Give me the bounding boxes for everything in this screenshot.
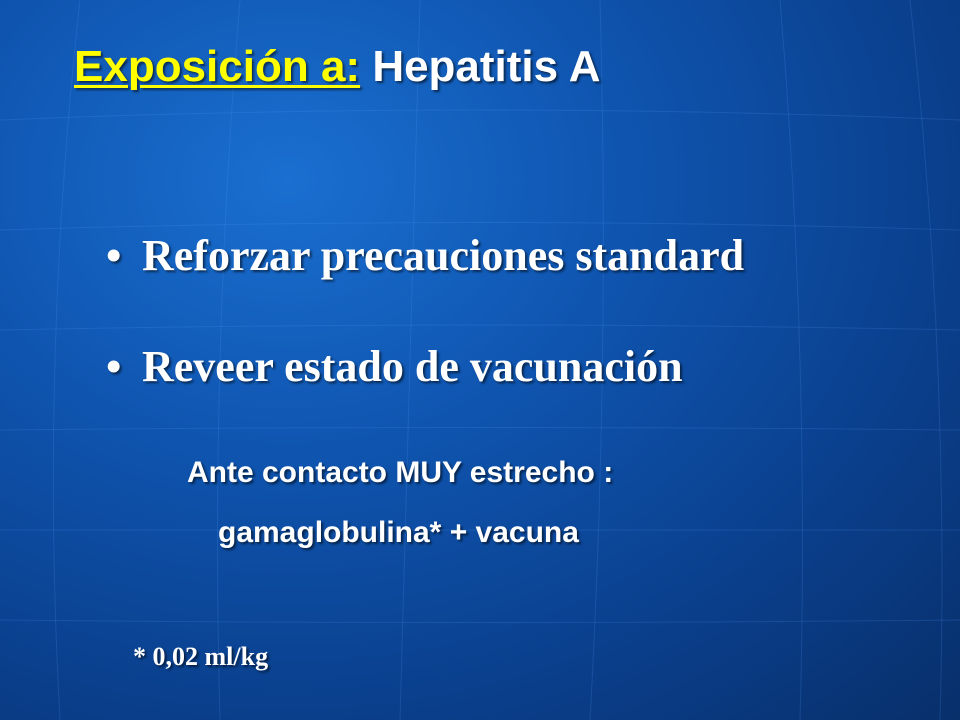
bullet-marker: • [106, 342, 122, 391]
subline-contact: Ante contacto MUY estrecho : [187, 456, 614, 489]
title-rest: Hepatitis A [372, 42, 601, 91]
bullet-item [106, 230, 744, 281]
subline-treatment: gamaglobulina* + vacuna [218, 516, 579, 549]
slide-title [74, 42, 601, 92]
bullet-text: Reforzar precauciones standard [142, 231, 745, 280]
bullet-text: Reveer estado de vacunación [142, 342, 683, 391]
footnote: * 0,02 ml/kg [133, 642, 269, 671]
bullet-item [106, 341, 683, 392]
title-highlight: Exposición a: [74, 42, 361, 91]
bullet-marker: • [106, 231, 122, 280]
